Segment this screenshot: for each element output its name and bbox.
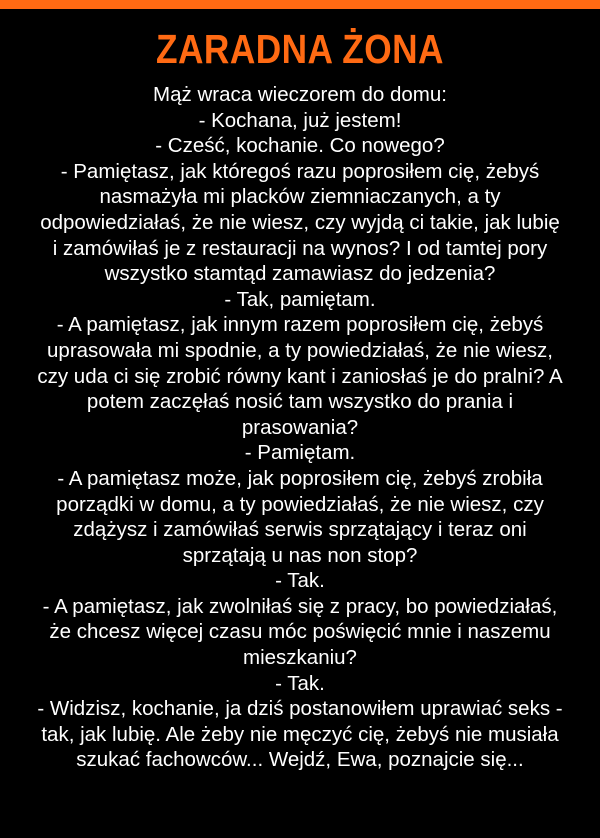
story-line: - Tak, pamiętam. [224,287,376,311]
story-line: - Tak. [275,569,325,593]
story-line: - Cześć, kochanie. Co nowego? [155,134,445,158]
story-line: - A pamiętasz, jak zwolniłaś się z pracy, bo powiedziałaś, że chcesz więcej czasu móc poświęcić mnie i naszemu mieszkaniu? [42,594,558,670]
story-line: - Tak. [275,671,325,695]
page-title: ZARADNA ŻONA [156,26,444,72]
story-line: Mąż wraca wieczorem do domu: [153,83,447,106]
story-line: - Pamiętam. [244,441,356,465]
story-line: - Kochana, już jestem! [198,108,402,132]
story-text [36,82,564,773]
story-line: - A pamiętasz może, jak poprosiłem cię, żebyś zrobiła porządki w domu, a ty powiedziałaś, że nie wiesz, czy zdążysz i zamówiłaś serwis sprzątający i teraz oni sprzątają u nas non stop? [56,466,544,567]
story-line: - Widzisz, kochanie, ja dziś postanowiłem uprawiać seks - tak, jak lubię. Ale żeby nie męczyć cię, żebyś nie musiała szukać fachowców... Wejdź, Ewa, poznajcie się... [37,697,563,772]
top-accent-bar [0,0,600,9]
story-line: - Pamiętasz, jak któregoś razu poprosiłem cię, żebyś nasmażyła mi placków ziemniaczanych, a ty odpowiedziałaś, że nie wiesz, czy wyjdą ci takie, jak lubię i zamówiłaś je z restauracji na wynos? I od tamtej pory wszystko stamtąd zamawiasz do jedzenia? [40,159,560,286]
story-line: - A pamiętasz, jak innym razem poprosiłem cię, żebyś uprasowała mi spodnie, a ty powiedziałaś, że nie wiesz, czy uda ci się zrobić równy kant i zaniosłaś je do pralni? A potem zaczęłaś nosić tam wszystko do prania i prasowania? [37,313,563,439]
